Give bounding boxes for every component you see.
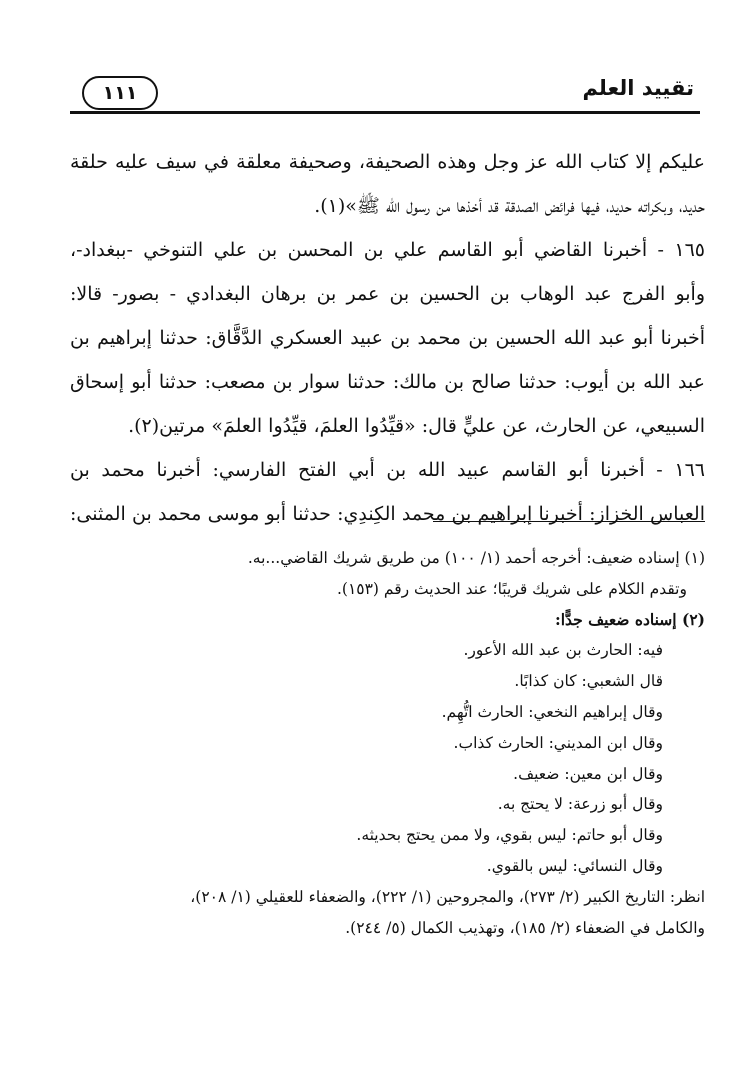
page-number-badge: ١١١ [82, 76, 158, 110]
footnote-line: وتقدم الكلام على شريك قريبًا؛ عند الحديث رقم (١٥٣). [336, 579, 687, 598]
footnote-line: وقال أبو زرعة: لا يحتج به. [497, 795, 663, 814]
text-line: السبيعي، عن الحارث، عن عليٍّ قال: «قيِّدُوا العلمَ، قيِّدُوا العلمَ» مرتين(٢). [128, 415, 705, 437]
text-line: ١٦٦ - أخبرنا أبو القاسم عبيد الله بن أبي الفتح الفارسي: أخبرنا محمد بن [70, 459, 705, 481]
footnote-line: وقال ابن المديني: الحارث كذاب. [453, 733, 663, 752]
text-line: حديد، وبكراته حديد، فيها فرائض الصدقة قد أخذها من رسول الله ﷺ»(١). [314, 195, 705, 217]
text-line: وأبو الفرج عبد الوهاب بن الحسين بن عمر بن برهان البغدادي - بصور- قالا: [70, 283, 705, 305]
header-rule [70, 111, 700, 114]
footnote-line: (٢) إسناده ضعيف جدًّا: [554, 609, 705, 629]
text-line: عبد الله بن أيوب: حدثنا صالح بن مالك: حدثنا سوار بن مصعب: حدثنا أبو إسحاق [70, 371, 705, 393]
footnote-line: قال الشعبي: كان كذابًا. [514, 672, 663, 691]
footnote-line: (١) إسناده ضعيف: أخرجه أحمد (١/ ١٠٠) من طريق شريك القاضي...به. [247, 549, 705, 567]
text-line: أخبرنا أبو عبد الله الحسين بن محمد بن عبيد العسكري الدَّقَّاق: حدثنا إبراهيم بن [70, 327, 705, 349]
running-title: تقييد العلم [582, 76, 694, 100]
footnote-line: وقال النسائي: ليس بالقوي. [486, 856, 663, 875]
text-line: عليكم إلا كتاب الله عز وجل وهذه الصحيفة، وصحيفة معلقة في سيف عليه حلقة [70, 151, 705, 173]
footnote-line: وقال إبراهيم النخعي: الحارث اتُّهِم. [441, 702, 663, 721]
page-header [70, 72, 700, 114]
footnotes [70, 543, 705, 943]
footnote-separator [433, 521, 705, 522]
footnote-line: فيه: الحارث بن عبد الله الأعور. [463, 641, 663, 660]
footnote-line: وقال أبو حاتم: ليس بقوي، ولا ممن يحتج بحديثه. [356, 826, 663, 845]
footnote-line: انظر: التاريخ الكبير (٢/ ٢٧٣)، والمجروحين (١/ ٢٢٢)، والضعفاء للعقيلي (١/ ٢٠٨)، [190, 887, 705, 906]
footnote-line: وقال ابن معين: ضعيف. [513, 764, 663, 783]
text-line: ١٦٥ - أخبرنا القاضي أبو القاسم علي بن المحسن بن علي التنوخي -ببغداد-، [70, 239, 705, 261]
footnote-line: والكامل في الضعفاء (٢/ ١٨٥)، وتهذيب الكمال (٥/ ٢٤٤). [345, 918, 705, 937]
text-line: العباس الخزاز: أخبرنا إبراهيم بن محمد الكِندِي: حدثنا أبو موسى محمد بن المثنى: [70, 503, 705, 525]
main-text [70, 140, 705, 536]
